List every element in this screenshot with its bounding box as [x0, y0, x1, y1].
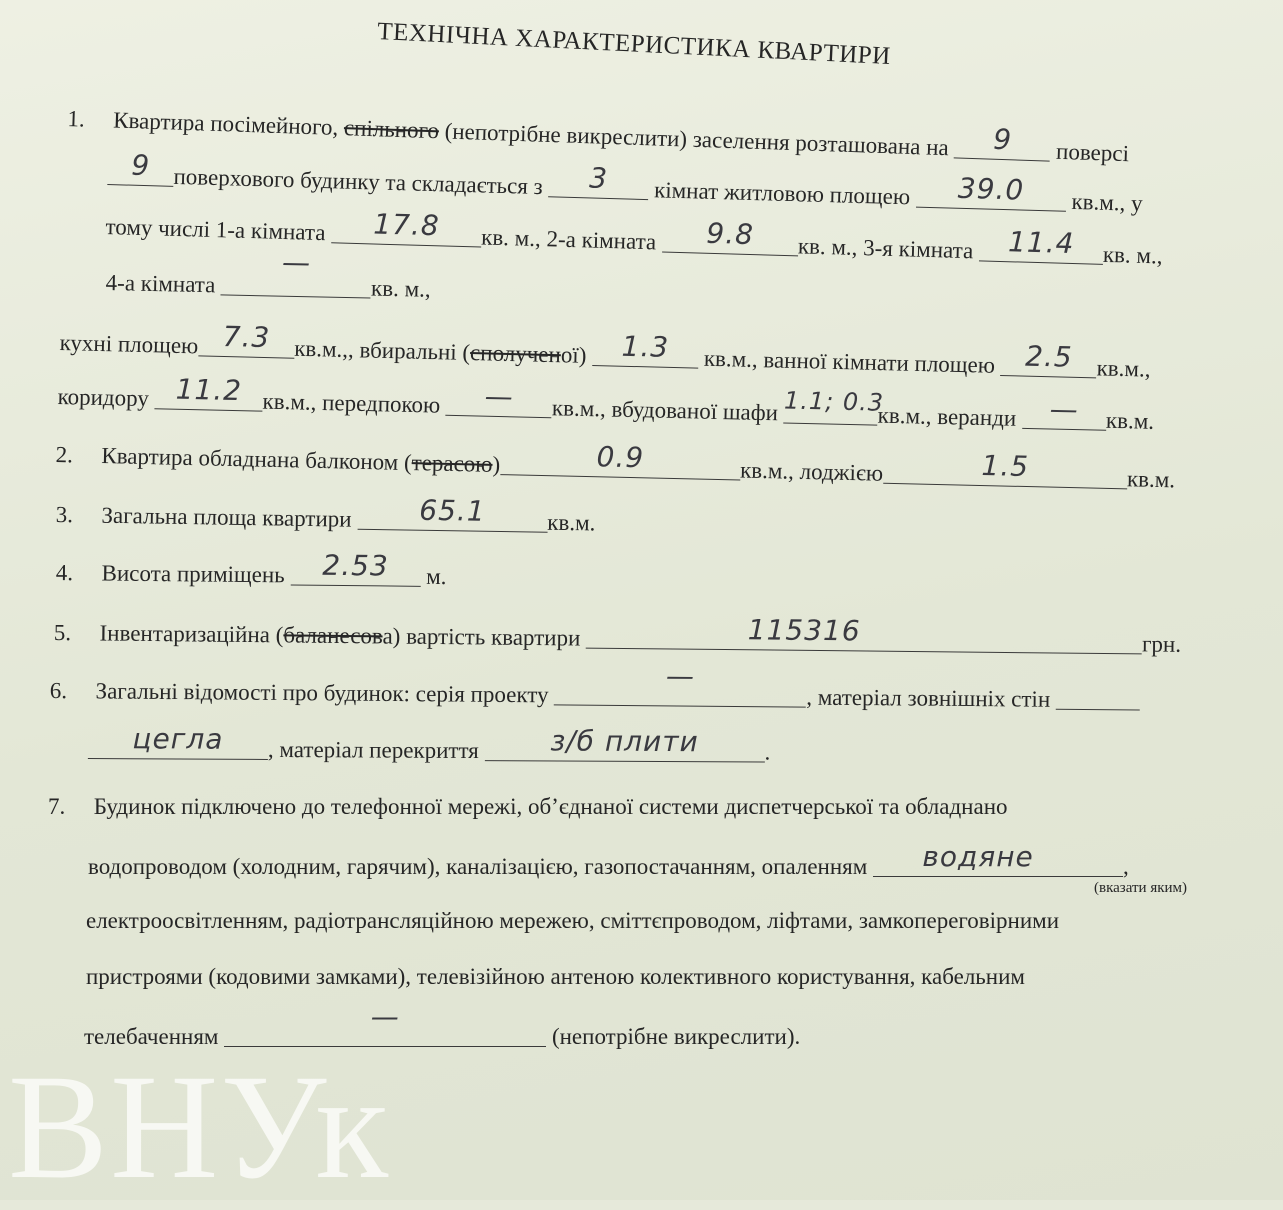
item-5-line	[53, 613, 1182, 658]
text: кв.м.,	[1096, 355, 1151, 382]
text: кв. м., 3-я кімната	[797, 233, 974, 264]
text: Загальна площа квартири	[101, 502, 352, 532]
item-1-line-4	[105, 245, 431, 303]
text: , матеріал перекриття	[267, 736, 479, 764]
height-field	[290, 548, 420, 586]
kitchen-value: 7.3	[222, 319, 271, 355]
room3-value: 11.4	[1007, 225, 1075, 261]
text: ,	[1123, 854, 1129, 879]
closet-value: 1.1; 0.3	[783, 386, 885, 417]
cable-value: —	[370, 1000, 400, 1033]
floor-value: 9	[992, 122, 1013, 157]
text: поверсі	[1055, 138, 1130, 167]
veranda-value: —	[1049, 392, 1080, 427]
text: кухні площею	[59, 329, 199, 359]
struck-text: терасою	[411, 450, 493, 477]
text: кв.м.	[1126, 466, 1176, 493]
walls-field	[88, 722, 268, 760]
kitchen-field	[198, 319, 295, 358]
text: телебаченням	[84, 1024, 219, 1049]
balcony-field	[500, 440, 741, 480]
item-7-line-3	[86, 908, 1059, 934]
text: водопроводом (холодним, гарячим), каналізацією, газопостачанням, опаленням	[88, 854, 868, 879]
text: Висота приміщень	[101, 560, 285, 588]
item-6-line-2	[88, 722, 771, 766]
text: Квартира посімейного,	[112, 107, 339, 140]
height-value: 2.53	[322, 548, 389, 583]
room1-value: 17.8	[372, 207, 441, 243]
ceiling-value: з/б плити	[550, 724, 699, 759]
text: кв.м., у	[1071, 188, 1143, 216]
walls-line-end	[1056, 685, 1140, 711]
text: кв.м.	[1105, 407, 1155, 434]
item-number: 1.	[67, 105, 86, 132]
text: кв. м.,	[1102, 241, 1163, 269]
text: тому числі 1-а кімната	[105, 213, 326, 246]
text: 4-а кімната	[105, 269, 216, 298]
hall-value: —	[484, 379, 515, 414]
text: кв.м., лоджією	[739, 457, 884, 486]
item-7-line-1	[48, 794, 1008, 820]
text: (непотрібне викреслити) заселення розташована на	[444, 118, 950, 161]
room4-field	[221, 245, 371, 298]
text: )	[492, 451, 501, 478]
item-7-line-2	[88, 840, 1129, 880]
text: Будинок підключено до телефонної мережі, об’єднаної системи диспетчерської та обладнано	[93, 794, 1008, 819]
corridor-value: 11.2	[175, 372, 243, 408]
item-number: 6.	[49, 677, 68, 704]
text: Інвентаризаційна (	[99, 620, 284, 648]
item-number: 3.	[55, 501, 74, 528]
item-4-line	[55, 548, 447, 590]
text: (непотрібне викреслити).	[551, 1024, 801, 1049]
rooms-value: 3	[588, 161, 609, 195]
veranda-field	[1022, 392, 1107, 431]
text: кв. м.,	[370, 275, 431, 302]
item-number: 4.	[55, 559, 74, 586]
balcony-value: 0.9	[596, 440, 645, 475]
text: електроосвітленням, радіотрансляційною мережею, сміттєпроводом, ліфтами, замкопереговірними	[86, 908, 1059, 933]
text: кв.м.	[547, 509, 596, 536]
text: м.	[426, 563, 447, 590]
text: поверхового будинку та складається з	[173, 163, 544, 200]
item-1-line-1	[67, 104, 1129, 167]
text: .	[764, 739, 771, 765]
document-title: ТЕХНІЧНА ХАРАКТЕРИСТИКА КВАРТИРИ	[376, 18, 892, 71]
room3-field	[979, 225, 1104, 264]
bath-field	[1000, 339, 1097, 378]
loggia-value: 1.5	[981, 449, 1030, 484]
text: кв. м., 2-а кімната	[480, 224, 657, 255]
item-1-line-6	[57, 372, 1155, 435]
item-number: 5.	[53, 619, 72, 646]
text: кв.м., ванної кімнати площею	[703, 345, 996, 378]
text: Квартира обладнана балконом (	[101, 443, 412, 476]
series-field	[554, 659, 806, 707]
floor-field	[954, 122, 1051, 161]
toilet-value: 1.3	[621, 329, 670, 364]
text: Загальні відомості про будинок: серія проекту	[95, 678, 549, 708]
total-area-value: 65.1	[419, 493, 486, 528]
floors-total-value: 9	[130, 148, 151, 183]
text: грн.	[1141, 631, 1182, 657]
text: пристроями (кодовими замками), телевізійною антеною колективного користування, кабельним	[86, 964, 1025, 989]
text: кв.м., веранди	[877, 402, 1017, 431]
struck-text: сполучен	[469, 340, 562, 368]
item-3-line	[55, 493, 596, 536]
ceiling-field	[485, 724, 765, 762]
item-2-line	[55, 440, 1175, 493]
loggia-field	[883, 449, 1128, 490]
heating-field	[873, 840, 1123, 877]
value-field	[586, 613, 1142, 655]
heating-value: водяне	[922, 840, 1034, 873]
toilet-field	[592, 329, 699, 369]
text: кв.м., передпокою	[262, 388, 441, 418]
heating-hint: (вказати яким)	[1094, 880, 1188, 896]
item-number: 7.	[48, 794, 66, 819]
living-area-field	[916, 171, 1067, 212]
room1-field	[331, 207, 482, 247]
text: кв.м., вбудованої шафи	[551, 395, 779, 426]
room2-field	[662, 216, 799, 257]
series-value: —	[665, 659, 696, 693]
item-7-line-4	[86, 964, 1025, 990]
rooms-field	[548, 161, 649, 200]
room2-value: 9.8	[705, 216, 755, 252]
struck-text: баланесов	[283, 622, 383, 649]
struck-text: спільного	[343, 115, 440, 144]
walls-value: цегла	[132, 722, 224, 756]
text: а) вартість квартири	[382, 623, 581, 651]
living-area-value: 39.0	[957, 171, 1025, 207]
text: ої)	[560, 342, 587, 368]
corridor-field	[154, 372, 263, 411]
watermark: ВНУк	[8, 1044, 391, 1210]
closet-field	[783, 386, 885, 425]
text: , матеріал зовнішніх стін	[806, 684, 1051, 712]
text: коридору	[57, 383, 150, 412]
total-area-field	[357, 493, 547, 533]
text: кімнат житловою площею	[653, 177, 911, 210]
item-6-line-1	[49, 659, 1140, 714]
text: кв.м.,, вбиральні (	[293, 335, 471, 366]
hall-field	[446, 379, 553, 418]
floors-total-field	[107, 148, 174, 187]
bath-value: 2.5	[1024, 339, 1074, 374]
item-number: 2.	[55, 441, 74, 468]
room4-value: —	[281, 245, 312, 280]
value-amount: 115316	[747, 613, 861, 648]
